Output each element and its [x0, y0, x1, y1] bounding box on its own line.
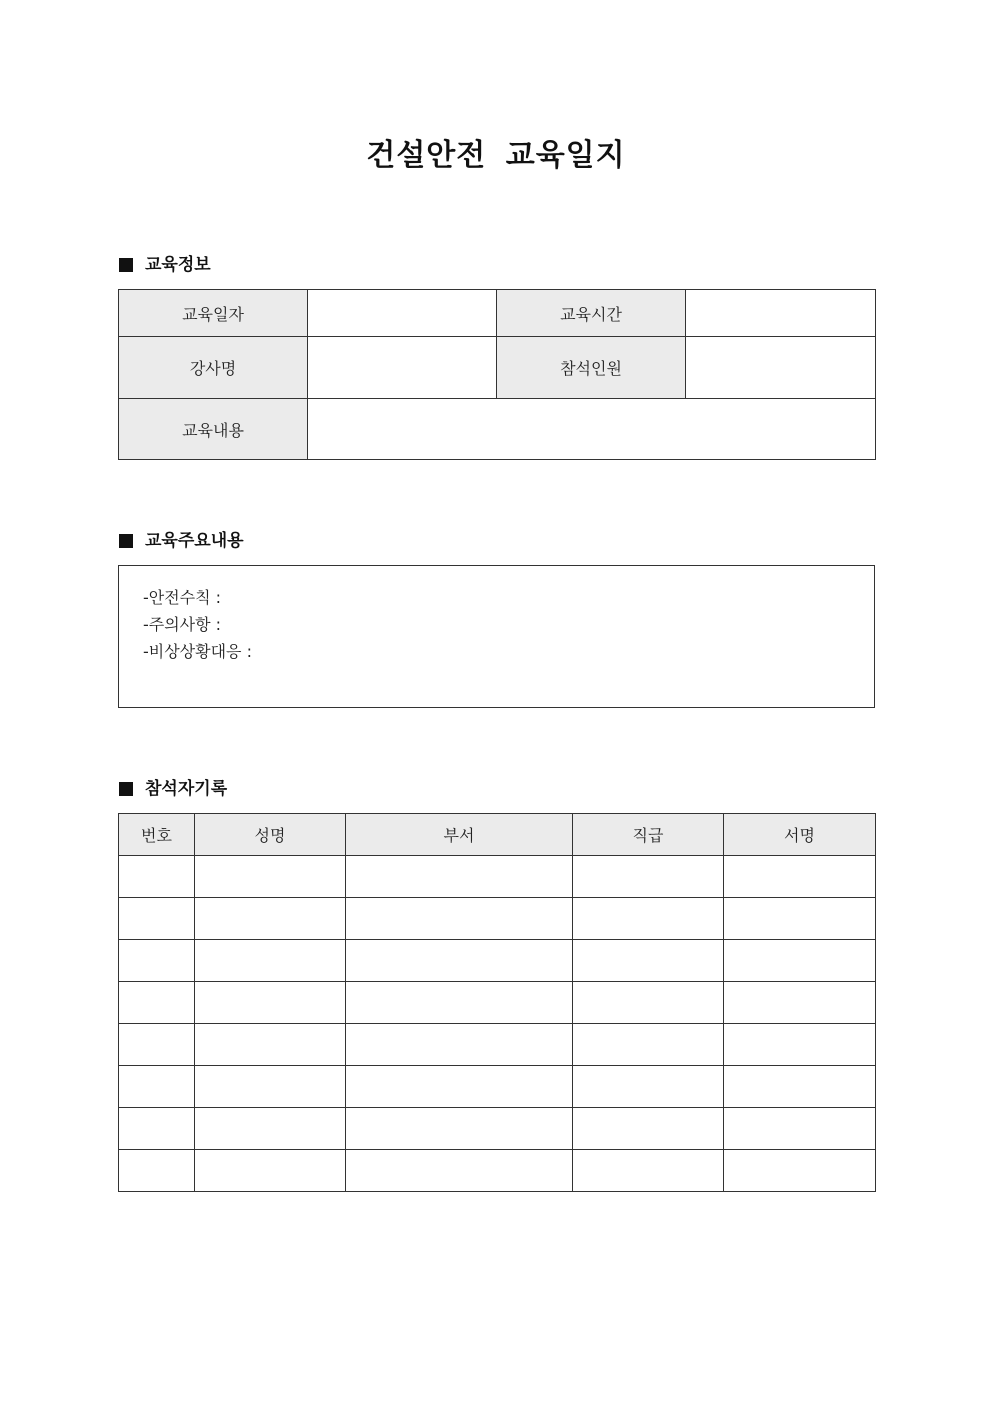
- signature-cell[interactable]: [724, 1150, 876, 1192]
- name-cell[interactable]: [195, 940, 346, 982]
- position-cell[interactable]: [573, 982, 724, 1024]
- name-cell[interactable]: [195, 898, 346, 940]
- position-cell[interactable]: [573, 1066, 724, 1108]
- instructor-field[interactable]: [308, 337, 497, 399]
- time-label: 교육시간: [497, 290, 686, 337]
- signature-cell[interactable]: [724, 1066, 876, 1108]
- main-content-box[interactable]: [118, 565, 875, 708]
- section-heading-label: 참석자기록: [145, 779, 228, 799]
- position-cell[interactable]: [573, 1024, 724, 1066]
- department-cell[interactable]: [346, 1108, 573, 1150]
- section-heading-attendance: [119, 777, 227, 801]
- department-cell[interactable]: [346, 1066, 573, 1108]
- signature-cell[interactable]: [724, 1108, 876, 1150]
- name-cell[interactable]: [195, 1108, 346, 1150]
- square-bullet-icon: [119, 258, 133, 272]
- table-row: [119, 1066, 876, 1108]
- instructor-label: 강사명: [119, 337, 308, 399]
- column-header-position: 직급: [573, 814, 724, 856]
- department-cell[interactable]: [346, 982, 573, 1024]
- time-field[interactable]: [686, 290, 876, 337]
- position-cell[interactable]: [573, 1108, 724, 1150]
- table-row: [119, 898, 876, 940]
- attendees-field[interactable]: [686, 337, 876, 399]
- section-heading-main-content: [119, 529, 244, 553]
- table-row: [119, 940, 876, 982]
- square-bullet-icon: [119, 782, 133, 796]
- content-field[interactable]: [308, 399, 876, 460]
- column-header-name: 성명: [195, 814, 346, 856]
- table-row: [119, 982, 876, 1024]
- signature-cell[interactable]: [724, 940, 876, 982]
- safety-rules-line: -안전수칙 :: [143, 588, 222, 607]
- table-row: [119, 856, 876, 898]
- table-row: [119, 1024, 876, 1066]
- department-cell[interactable]: [346, 1024, 573, 1066]
- number-cell[interactable]: [119, 1150, 195, 1192]
- square-bullet-icon: [119, 534, 133, 548]
- number-cell[interactable]: [119, 856, 195, 898]
- number-cell[interactable]: [119, 1108, 195, 1150]
- signature-cell[interactable]: [724, 856, 876, 898]
- section-heading-education-info: [119, 253, 211, 277]
- department-cell[interactable]: [346, 856, 573, 898]
- number-cell[interactable]: [119, 940, 195, 982]
- signature-cell[interactable]: [724, 1024, 876, 1066]
- attendance-table: [118, 813, 876, 1192]
- emergency-response-line: -비상상황대응 :: [143, 642, 252, 661]
- department-cell[interactable]: [346, 1150, 573, 1192]
- number-cell[interactable]: [119, 1066, 195, 1108]
- column-header-department: 부서: [346, 814, 573, 856]
- name-cell[interactable]: [195, 1150, 346, 1192]
- name-cell[interactable]: [195, 982, 346, 1024]
- position-cell[interactable]: [573, 856, 724, 898]
- number-cell[interactable]: [119, 898, 195, 940]
- position-cell[interactable]: [573, 898, 724, 940]
- number-cell[interactable]: [119, 1024, 195, 1066]
- department-cell[interactable]: [346, 898, 573, 940]
- content-label: 교육내용: [119, 399, 308, 460]
- attendees-label: 참석인원: [497, 337, 686, 399]
- name-cell[interactable]: [195, 856, 346, 898]
- document-title: 건설안전 교육일지: [366, 138, 626, 173]
- date-field[interactable]: [308, 290, 497, 337]
- signature-cell[interactable]: [724, 898, 876, 940]
- date-label: 교육일자: [119, 290, 308, 337]
- signature-cell[interactable]: [724, 982, 876, 1024]
- section-heading-label: 교육주요내용: [145, 531, 244, 551]
- section-heading-label: 교육정보: [145, 255, 211, 275]
- table-row: [119, 1150, 876, 1192]
- name-cell[interactable]: [195, 1024, 346, 1066]
- department-cell[interactable]: [346, 940, 573, 982]
- column-header-number: 번호: [119, 814, 195, 856]
- number-cell[interactable]: [119, 982, 195, 1024]
- main-content-lines: [143, 584, 252, 665]
- name-cell[interactable]: [195, 1066, 346, 1108]
- position-cell[interactable]: [573, 940, 724, 982]
- precautions-line: -주의사항 :: [143, 615, 222, 634]
- table-row: [119, 1108, 876, 1150]
- column-header-signature: 서명: [724, 814, 876, 856]
- attendance-header-row: [119, 814, 876, 856]
- education-info-table: [118, 289, 876, 460]
- position-cell[interactable]: [573, 1150, 724, 1192]
